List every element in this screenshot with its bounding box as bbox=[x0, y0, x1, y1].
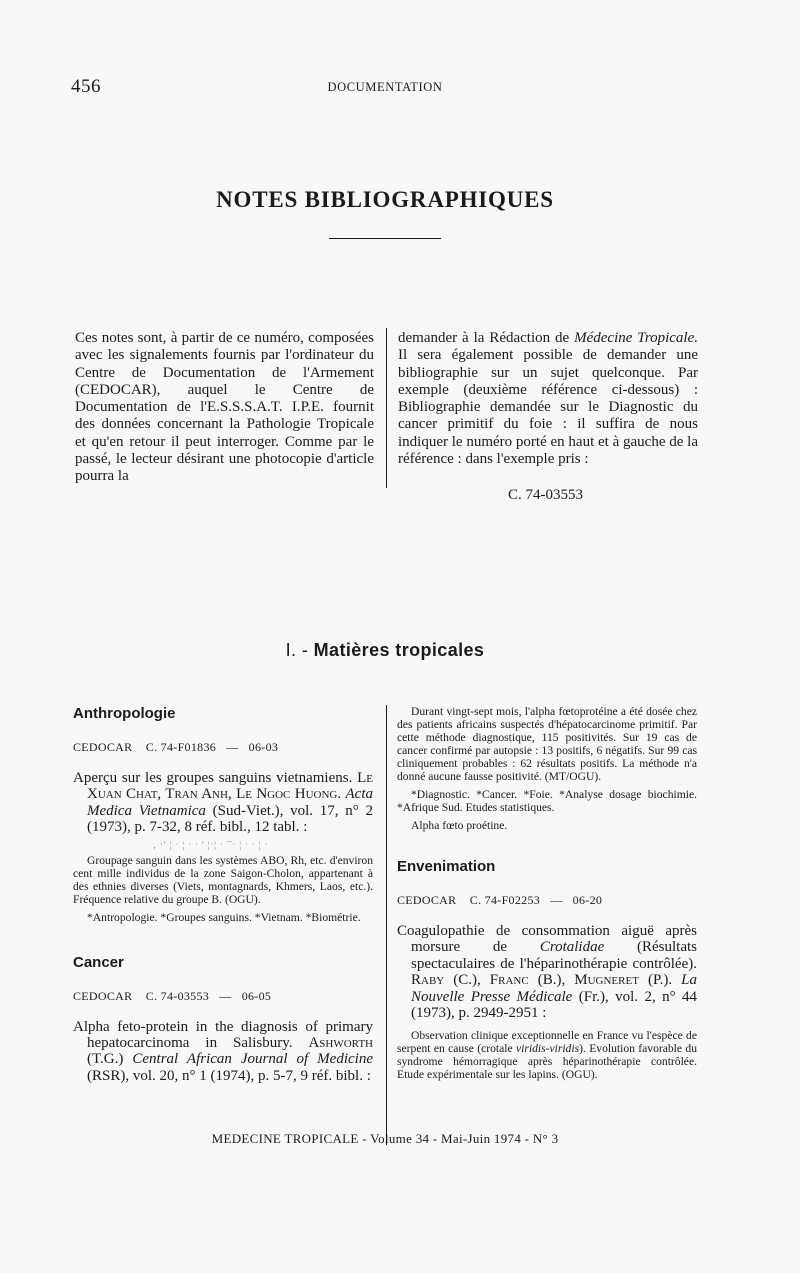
ref-dash: — bbox=[550, 893, 563, 907]
section-title: Matières tropicales bbox=[313, 640, 485, 660]
intro-example-reference: C. 74-03553 bbox=[508, 487, 583, 503]
intro-journal-name: Médecine Tropicale. bbox=[574, 330, 698, 346]
citation-authors: Ashworth (T.G.) bbox=[87, 1035, 373, 1068]
intro-right-text-b: Il sera également possible de demander une bibliographie sur un sujet quelconque. Par exemple (deuxième référence ci-dessous) : Bibliographie demandée sur le Diagnostic du cancer primitif du foie : il suffira de nous indiquer le numéro porté en haut et à gauche de la référence : dans l'exemple pris : bbox=[398, 347, 698, 468]
citation-details: (Fr.), vol. 2, n° 44 (1973), p. 2949-2951 : bbox=[411, 988, 697, 1022]
citation-details: (RSR), vol. 20, n° 1 (1974), p. 5-7, 9 réf. bibl. : bbox=[87, 1067, 371, 1084]
citation-title: Aperçu sur les groupes sanguins vietnamiens. bbox=[73, 770, 358, 786]
citation-genus: Crotalidae bbox=[539, 939, 605, 956]
title-rule bbox=[329, 238, 441, 239]
anthropologie-citation bbox=[73, 770, 373, 836]
topic-envenimation-heading: Envenimation bbox=[397, 858, 496, 875]
abstract-species: viridis-viridis bbox=[515, 1042, 580, 1056]
section-number: I. - bbox=[285, 640, 309, 660]
citation-title-a: Coagulopathie de consommation aiguë après morsure de bbox=[397, 923, 697, 956]
cancer-abstract: Durant vingt-sept mois, l'alpha fœtoprotéine a été dosée chez des patients africains suspectés d'hépatocarcinome primitif. Par cette méthode diagnostique, 115 positivités. Sur 19 cas de cancer confirmé par autopsie : 13 positifs, 6 négatifs. Sur 99 cas cliniquement probables : 62 résultats positifs. La méthode n'a donné aucune fausse positivité. (MT/OGU). bbox=[397, 705, 697, 783]
cancer-extra-keyword: Alpha fœto proétine. bbox=[411, 819, 508, 832]
ref-class: 06-05 bbox=[241, 988, 272, 1003]
citation-details: (Sud-Viet.), vol. 17, n° 2 (1973), p. 7-32, 8 réf. bibl., 12 tabl. : bbox=[87, 802, 373, 836]
scan-noise: ‚ ˑ' ¦ ˑ ¦ ˑ ˑ ' ¦ˑ¦ ˑ ¯ˑ ¦ ˑ ˑ ¦ ˑ bbox=[153, 839, 269, 850]
ref-class: 06-03 bbox=[248, 740, 279, 754]
citation-journal: Central African Journal of Medicine bbox=[132, 1051, 373, 1068]
ref-source: CEDOCAR bbox=[73, 740, 133, 754]
envenimation-abstract bbox=[397, 1029, 697, 1081]
running-title: DOCUMENTATION bbox=[327, 80, 443, 94]
topic-anthropologie-heading: Anthropologie bbox=[73, 705, 176, 722]
left-column bbox=[73, 705, 373, 1088]
cancer-reference-line bbox=[73, 989, 373, 1004]
anthropologie-abstract: Groupage sanguin dans les systèmes ABO, Rh, etc. d'environ cent mille individus de la zone Saigon-Cholon, appartenant à des ethnies diverses (Viets, montagnards, Khmers, Laos, etc.). Fréquence relative du groupe B. (OGU). bbox=[73, 853, 373, 906]
ref-source: CEDOCAR bbox=[73, 988, 133, 1003]
ref-dash: — bbox=[226, 740, 239, 754]
citation-title-b: (Résultats spectaculaires de l'héparinothérapie contrôlée). bbox=[411, 939, 698, 972]
envenimation-reference-line bbox=[397, 893, 697, 908]
citation-authors: Le Xuan Chat, Tran Anh, Le Ngoc Huong. bbox=[87, 770, 373, 803]
cancer-citation bbox=[73, 1019, 373, 1085]
citation-title: Alpha feto-protein in the diagnosis of primary hepatocarcinoma in Salisbury. bbox=[73, 1018, 373, 1052]
abstract-text-b: ). Evolution favorable du syndrome hémorragique après héparinothérapie contrôlée. Etude expérimentale sur les lapins. (OGU). bbox=[397, 1042, 697, 1082]
intro-right-text-a: demander à la Rédaction de bbox=[398, 330, 575, 346]
ref-code: C. 74-F02253 bbox=[469, 893, 541, 907]
citation-journal: Acta Medica Vietnamica bbox=[87, 786, 373, 819]
abstract-text-a: Observation clinique exceptionnelle en France vu l'espèce de serpent en cause (crotale bbox=[397, 1029, 697, 1056]
intro-divider bbox=[386, 328, 387, 488]
right-column bbox=[397, 705, 697, 1081]
cancer-keywords: *Diagnostic. *Cancer. *Foie. *Analyse dosage biochimie. *Afrique Sud. Etudes statistiques. bbox=[397, 788, 697, 814]
intro-right-paragraph bbox=[398, 330, 698, 468]
page-number: 456 bbox=[71, 76, 101, 97]
citation-journal: La Nouvelle Presse Médicale bbox=[411, 972, 697, 1005]
ref-dash: — bbox=[219, 988, 232, 1003]
ref-code: C. 74-03553 bbox=[145, 988, 210, 1003]
topic-cancer-heading: Cancer bbox=[73, 953, 124, 971]
body-divider bbox=[386, 705, 387, 1145]
ref-source: CEDOCAR bbox=[397, 893, 457, 907]
section-heading bbox=[0, 640, 770, 661]
envenimation-citation bbox=[397, 923, 697, 1021]
page-title: NOTES BIBLIOGRAPHIQUES bbox=[216, 187, 554, 212]
page-footer: MEDECINE TROPICALE - Volume 34 - Mai-Juin 1974 - N° 3 bbox=[211, 1131, 559, 1146]
citation-authors: Raby (C.), Franc (B.), Mugneret (P.). bbox=[411, 972, 673, 989]
ref-class: 06-20 bbox=[572, 893, 603, 907]
anthropologie-keywords: *Antropologie. *Groupes sanguins. *Vietnam. *Biométrie. bbox=[87, 910, 361, 924]
intro-left-paragraph: Ces notes sont, à partir de ce numéro, composées avec les signalements fournis par l'ordinateur du Centre de Documentation de l'Armement (CEDOCAR), auquel le Centre de Documentation de l'E.S.S.S.A.T. I.P.E. fournit des données concernant la Pathologie Tropicale et qu'en retour il peut interroger. Comme par le passé, le lecteur désirant une photocopie d'article pourra la bbox=[75, 330, 374, 485]
anthropologie-reference-line bbox=[73, 740, 373, 755]
ref-code: C. 74-F01836 bbox=[145, 740, 217, 754]
